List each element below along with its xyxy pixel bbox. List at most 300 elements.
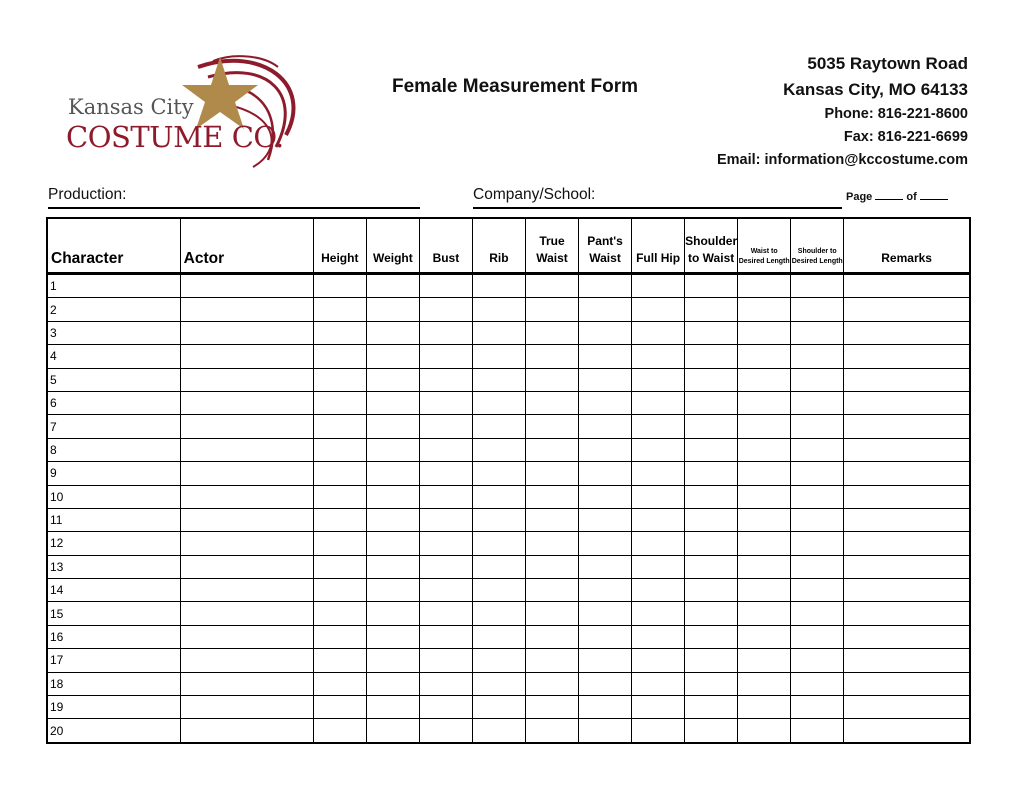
table-cell[interactable] bbox=[579, 321, 632, 344]
table-cell[interactable] bbox=[738, 391, 791, 414]
table-cell[interactable] bbox=[366, 672, 419, 695]
table-cell[interactable] bbox=[791, 274, 844, 298]
table-cell[interactable] bbox=[579, 579, 632, 602]
table-cell[interactable] bbox=[579, 696, 632, 719]
table-cell[interactable] bbox=[366, 532, 419, 555]
table-cell[interactable] bbox=[366, 696, 419, 719]
table-cell[interactable] bbox=[844, 462, 970, 485]
table-cell[interactable] bbox=[419, 719, 472, 743]
table-cell[interactable] bbox=[738, 415, 791, 438]
table-cell[interactable] bbox=[419, 508, 472, 531]
row-number[interactable]: 13 bbox=[47, 555, 180, 578]
table-cell[interactable] bbox=[313, 508, 366, 531]
table-cell[interactable] bbox=[685, 298, 738, 321]
table-cell[interactable] bbox=[472, 321, 525, 344]
column-header: Shoulder to Desired Length bbox=[791, 218, 844, 274]
table-cell[interactable] bbox=[632, 719, 685, 743]
table-cell[interactable] bbox=[180, 696, 313, 719]
table-cell[interactable] bbox=[632, 555, 685, 578]
table-row bbox=[47, 672, 970, 695]
row-number[interactable]: 8 bbox=[47, 438, 180, 461]
table-row bbox=[47, 462, 970, 485]
table-cell[interactable] bbox=[366, 438, 419, 461]
table-cell[interactable] bbox=[525, 579, 578, 602]
table-cell[interactable] bbox=[366, 649, 419, 672]
table-row bbox=[47, 415, 970, 438]
address-line1: 5035 Raytown Road bbox=[807, 54, 968, 73]
table-cell[interactable] bbox=[472, 485, 525, 508]
table-cell[interactable] bbox=[685, 696, 738, 719]
table-cell[interactable] bbox=[419, 298, 472, 321]
table-cell[interactable] bbox=[738, 625, 791, 648]
table-cell[interactable] bbox=[791, 321, 844, 344]
table-cell[interactable] bbox=[525, 438, 578, 461]
table-cell[interactable] bbox=[525, 696, 578, 719]
table-cell[interactable] bbox=[632, 391, 685, 414]
row-number[interactable]: 4 bbox=[47, 345, 180, 368]
table-cell[interactable] bbox=[525, 274, 578, 298]
table-cell[interactable] bbox=[180, 672, 313, 695]
table-cell[interactable] bbox=[313, 485, 366, 508]
table-cell[interactable] bbox=[525, 602, 578, 625]
table-cell[interactable] bbox=[738, 438, 791, 461]
table-cell[interactable] bbox=[472, 438, 525, 461]
table-cell[interactable] bbox=[844, 368, 970, 391]
table-cell[interactable] bbox=[472, 719, 525, 743]
table-cell[interactable] bbox=[472, 391, 525, 414]
table-cell[interactable] bbox=[685, 391, 738, 414]
table-cell[interactable] bbox=[525, 298, 578, 321]
production-field[interactable] bbox=[48, 186, 420, 209]
table-cell[interactable] bbox=[419, 345, 472, 368]
column-header: Height bbox=[313, 218, 366, 274]
table-row bbox=[47, 438, 970, 461]
row-number[interactable]: 20 bbox=[47, 719, 180, 743]
table-cell[interactable] bbox=[685, 625, 738, 648]
table-cell[interactable] bbox=[632, 368, 685, 391]
table-cell[interactable] bbox=[738, 298, 791, 321]
table-cell[interactable] bbox=[472, 555, 525, 578]
table-cell[interactable] bbox=[791, 345, 844, 368]
table-cell[interactable] bbox=[579, 391, 632, 414]
table-cell[interactable] bbox=[791, 649, 844, 672]
table-cell[interactable] bbox=[791, 368, 844, 391]
table-cell[interactable] bbox=[525, 345, 578, 368]
column-header: Rib bbox=[472, 218, 525, 274]
table-cell[interactable] bbox=[313, 579, 366, 602]
table-cell[interactable] bbox=[791, 438, 844, 461]
table-cell[interactable] bbox=[419, 649, 472, 672]
table-cell[interactable] bbox=[632, 672, 685, 695]
table-cell[interactable] bbox=[738, 368, 791, 391]
table-row bbox=[47, 602, 970, 625]
table-cell[interactable] bbox=[791, 485, 844, 508]
table-cell[interactable] bbox=[366, 368, 419, 391]
table-cell[interactable] bbox=[525, 508, 578, 531]
table-cell[interactable] bbox=[579, 345, 632, 368]
table-cell[interactable] bbox=[791, 532, 844, 555]
table-cell[interactable] bbox=[180, 298, 313, 321]
table-cell[interactable] bbox=[525, 649, 578, 672]
table-cell[interactable] bbox=[738, 345, 791, 368]
table-cell[interactable] bbox=[632, 298, 685, 321]
table-cell[interactable] bbox=[525, 462, 578, 485]
table-cell[interactable] bbox=[579, 508, 632, 531]
table-cell[interactable] bbox=[366, 625, 419, 648]
table-cell[interactable] bbox=[313, 274, 366, 298]
table-cell[interactable] bbox=[844, 321, 970, 344]
table-cell[interactable] bbox=[685, 602, 738, 625]
table-cell[interactable] bbox=[685, 508, 738, 531]
table-cell[interactable] bbox=[419, 462, 472, 485]
table-cell[interactable] bbox=[419, 555, 472, 578]
table-row bbox=[47, 649, 970, 672]
table-cell[interactable] bbox=[579, 415, 632, 438]
table-cell[interactable] bbox=[366, 298, 419, 321]
of-label: of bbox=[906, 191, 917, 203]
table-cell[interactable] bbox=[419, 625, 472, 648]
fax-number: Fax: 816-221-6699 bbox=[843, 129, 968, 145]
table-cell[interactable] bbox=[313, 438, 366, 461]
table-cell[interactable] bbox=[313, 719, 366, 743]
table-cell[interactable] bbox=[419, 532, 472, 555]
table-cell[interactable] bbox=[419, 274, 472, 298]
table-cell[interactable] bbox=[791, 555, 844, 578]
table-cell[interactable] bbox=[844, 274, 970, 298]
table-cell[interactable] bbox=[419, 696, 472, 719]
table-cell[interactable] bbox=[791, 696, 844, 719]
table-cell[interactable] bbox=[844, 719, 970, 743]
table-cell[interactable] bbox=[738, 532, 791, 555]
table-cell[interactable] bbox=[844, 345, 970, 368]
table-cell[interactable] bbox=[685, 462, 738, 485]
table-cell[interactable] bbox=[313, 391, 366, 414]
table-cell[interactable] bbox=[180, 274, 313, 298]
table-cell[interactable] bbox=[844, 508, 970, 531]
table-cell[interactable] bbox=[472, 696, 525, 719]
table-cell[interactable] bbox=[791, 391, 844, 414]
table-row bbox=[47, 625, 970, 648]
table-row bbox=[47, 298, 970, 321]
table-cell[interactable] bbox=[313, 368, 366, 391]
table-cell[interactable] bbox=[844, 438, 970, 461]
table-cell[interactable] bbox=[632, 415, 685, 438]
row-number[interactable]: 7 bbox=[47, 415, 180, 438]
table-cell[interactable] bbox=[472, 368, 525, 391]
column-header: Shoulder to Waist bbox=[685, 218, 738, 274]
row-number[interactable]: 10 bbox=[47, 485, 180, 508]
table-cell[interactable] bbox=[419, 321, 472, 344]
table-cell[interactable] bbox=[685, 274, 738, 298]
table-cell[interactable] bbox=[472, 649, 525, 672]
table-cell[interactable] bbox=[738, 696, 791, 719]
table-cell[interactable] bbox=[685, 345, 738, 368]
table-cell[interactable] bbox=[313, 649, 366, 672]
table-cell[interactable] bbox=[180, 345, 313, 368]
table-cell[interactable] bbox=[472, 274, 525, 298]
table-cell[interactable] bbox=[313, 345, 366, 368]
table-cell[interactable] bbox=[791, 462, 844, 485]
table-cell[interactable] bbox=[632, 532, 685, 555]
table-cell[interactable] bbox=[525, 415, 578, 438]
table-cell[interactable] bbox=[632, 579, 685, 602]
table-cell[interactable] bbox=[579, 462, 632, 485]
table-row bbox=[47, 555, 970, 578]
table-cell[interactable] bbox=[738, 672, 791, 695]
table-cell[interactable] bbox=[525, 391, 578, 414]
table-cell[interactable] bbox=[419, 438, 472, 461]
table-cell[interactable] bbox=[844, 415, 970, 438]
table-cell[interactable] bbox=[525, 555, 578, 578]
table-cell[interactable] bbox=[180, 462, 313, 485]
table-cell[interactable] bbox=[579, 298, 632, 321]
table-cell[interactable] bbox=[525, 672, 578, 695]
address-line2: Kansas City, MO 64133 bbox=[783, 80, 968, 99]
table-cell[interactable] bbox=[366, 555, 419, 578]
table-cell[interactable] bbox=[419, 485, 472, 508]
table-cell[interactable] bbox=[844, 485, 970, 508]
table-cell[interactable] bbox=[632, 274, 685, 298]
table-cell[interactable] bbox=[472, 345, 525, 368]
table-cell[interactable] bbox=[579, 532, 632, 555]
row-number[interactable]: 6 bbox=[47, 391, 180, 414]
table-cell[interactable] bbox=[579, 672, 632, 695]
table-cell[interactable] bbox=[419, 579, 472, 602]
logo-text-line1: Kansas City bbox=[68, 95, 194, 119]
table-cell[interactable] bbox=[180, 625, 313, 648]
table-cell[interactable] bbox=[180, 321, 313, 344]
column-header: Weight bbox=[366, 218, 419, 274]
table-cell[interactable] bbox=[844, 672, 970, 695]
table-cell[interactable] bbox=[180, 555, 313, 578]
table-cell[interactable] bbox=[632, 462, 685, 485]
row-number[interactable]: 5 bbox=[47, 368, 180, 391]
table-cell[interactable] bbox=[313, 298, 366, 321]
table-cell[interactable] bbox=[472, 602, 525, 625]
table-cell[interactable] bbox=[472, 508, 525, 531]
company-logo bbox=[48, 55, 318, 173]
table-cell[interactable] bbox=[738, 485, 791, 508]
table-cell[interactable] bbox=[180, 649, 313, 672]
table-cell[interactable] bbox=[791, 625, 844, 648]
table-row bbox=[47, 391, 970, 414]
table-cell[interactable] bbox=[791, 579, 844, 602]
column-header: Waist to Desired Length bbox=[738, 218, 791, 274]
table-cell[interactable] bbox=[525, 321, 578, 344]
table-cell[interactable] bbox=[844, 625, 970, 648]
table-row bbox=[47, 321, 970, 344]
table-cell[interactable] bbox=[632, 345, 685, 368]
table-cell[interactable] bbox=[180, 508, 313, 531]
table-cell[interactable] bbox=[180, 415, 313, 438]
table-cell[interactable] bbox=[685, 579, 738, 602]
table-cell[interactable] bbox=[844, 298, 970, 321]
table-cell[interactable] bbox=[738, 508, 791, 531]
table-cell[interactable] bbox=[366, 508, 419, 531]
table-row bbox=[47, 274, 970, 298]
row-number[interactable]: 15 bbox=[47, 602, 180, 625]
table-cell[interactable] bbox=[579, 438, 632, 461]
table-cell[interactable] bbox=[313, 321, 366, 344]
row-number[interactable]: 2 bbox=[47, 298, 180, 321]
table-cell[interactable] bbox=[366, 274, 419, 298]
table-cell[interactable] bbox=[685, 532, 738, 555]
table-cell[interactable] bbox=[632, 438, 685, 461]
company-school-field[interactable] bbox=[473, 186, 842, 209]
table-cell[interactable] bbox=[738, 602, 791, 625]
table-cell[interactable] bbox=[525, 719, 578, 743]
table-cell[interactable] bbox=[419, 368, 472, 391]
measurement-table bbox=[46, 217, 971, 744]
table-cell[interactable] bbox=[313, 672, 366, 695]
row-number[interactable]: 14 bbox=[47, 579, 180, 602]
table-cell[interactable] bbox=[366, 602, 419, 625]
table-cell[interactable] bbox=[313, 602, 366, 625]
column-header: Actor bbox=[180, 218, 313, 274]
table-cell[interactable] bbox=[685, 438, 738, 461]
table-cell[interactable] bbox=[419, 391, 472, 414]
table-cell[interactable] bbox=[685, 368, 738, 391]
table-cell[interactable] bbox=[579, 485, 632, 508]
row-number[interactable]: 9 bbox=[47, 462, 180, 485]
table-cell[interactable] bbox=[844, 391, 970, 414]
table-cell[interactable] bbox=[685, 555, 738, 578]
table-cell[interactable] bbox=[180, 532, 313, 555]
table-cell[interactable] bbox=[525, 625, 578, 648]
table-cell[interactable] bbox=[791, 719, 844, 743]
row-number[interactable]: 19 bbox=[47, 696, 180, 719]
table-row bbox=[47, 508, 970, 531]
table-cell[interactable] bbox=[844, 649, 970, 672]
page-label: Page bbox=[846, 191, 873, 203]
table-cell[interactable] bbox=[685, 649, 738, 672]
column-header: Character bbox=[47, 218, 180, 274]
table-cell[interactable] bbox=[472, 625, 525, 648]
table-cell[interactable] bbox=[632, 696, 685, 719]
table-cell[interactable] bbox=[366, 415, 419, 438]
row-number[interactable]: 12 bbox=[47, 532, 180, 555]
table-cell[interactable] bbox=[738, 579, 791, 602]
table-cell[interactable] bbox=[366, 719, 419, 743]
phone-number: Phone: 816-221-8600 bbox=[824, 106, 968, 122]
table-cell[interactable] bbox=[844, 602, 970, 625]
table-cell[interactable] bbox=[472, 579, 525, 602]
table-cell[interactable] bbox=[366, 391, 419, 414]
table-cell[interactable] bbox=[366, 321, 419, 344]
table-cell[interactable] bbox=[525, 532, 578, 555]
table-cell[interactable] bbox=[313, 462, 366, 485]
table-cell[interactable] bbox=[738, 555, 791, 578]
table-cell[interactable] bbox=[472, 298, 525, 321]
table-cell[interactable] bbox=[313, 625, 366, 648]
table-cell[interactable] bbox=[579, 274, 632, 298]
table-cell[interactable] bbox=[180, 579, 313, 602]
row-number[interactable]: 11 bbox=[47, 508, 180, 531]
table-cell[interactable] bbox=[791, 602, 844, 625]
table-cell[interactable] bbox=[313, 532, 366, 555]
table-cell[interactable] bbox=[472, 532, 525, 555]
table-cell[interactable] bbox=[632, 602, 685, 625]
table-cell[interactable] bbox=[685, 672, 738, 695]
table-cell[interactable] bbox=[738, 649, 791, 672]
table-cell[interactable] bbox=[366, 579, 419, 602]
table-cell[interactable] bbox=[419, 602, 472, 625]
table-cell[interactable] bbox=[180, 438, 313, 461]
table-cell[interactable] bbox=[632, 649, 685, 672]
table-cell[interactable] bbox=[685, 415, 738, 438]
table-cell[interactable] bbox=[366, 345, 419, 368]
table-cell[interactable] bbox=[738, 274, 791, 298]
table-cell[interactable] bbox=[525, 368, 578, 391]
row-number[interactable]: 3 bbox=[47, 321, 180, 344]
table-cell[interactable] bbox=[180, 602, 313, 625]
table-cell[interactable] bbox=[180, 719, 313, 743]
table-cell[interactable] bbox=[313, 696, 366, 719]
table-cell[interactable] bbox=[313, 555, 366, 578]
table-cell[interactable] bbox=[472, 415, 525, 438]
column-header: Pant's Waist bbox=[579, 218, 632, 274]
table-cell[interactable] bbox=[579, 555, 632, 578]
table-cell[interactable] bbox=[738, 462, 791, 485]
table-body bbox=[47, 274, 970, 743]
table-cell[interactable] bbox=[685, 321, 738, 344]
table-cell[interactable] bbox=[180, 368, 313, 391]
table-row bbox=[47, 532, 970, 555]
table-cell[interactable] bbox=[632, 485, 685, 508]
table-cell[interactable] bbox=[738, 719, 791, 743]
table-cell[interactable] bbox=[180, 391, 313, 414]
table-cell[interactable] bbox=[366, 485, 419, 508]
row-number[interactable]: 1 bbox=[47, 274, 180, 298]
table-cell[interactable] bbox=[791, 298, 844, 321]
table-cell[interactable] bbox=[313, 415, 366, 438]
column-header: Full Hip bbox=[632, 218, 685, 274]
table-cell[interactable] bbox=[738, 321, 791, 344]
table-cell[interactable] bbox=[844, 696, 970, 719]
table-cell[interactable] bbox=[579, 649, 632, 672]
table-cell[interactable] bbox=[685, 485, 738, 508]
table-cell[interactable] bbox=[685, 719, 738, 743]
page-total-blank[interactable] bbox=[920, 199, 948, 200]
table-header-row bbox=[47, 218, 970, 274]
page-number-blank[interactable] bbox=[875, 199, 903, 200]
row-number[interactable]: 16 bbox=[47, 625, 180, 648]
table-cell[interactable] bbox=[632, 508, 685, 531]
row-number[interactable]: 17 bbox=[47, 649, 180, 672]
table-cell[interactable] bbox=[472, 462, 525, 485]
table-cell[interactable] bbox=[791, 415, 844, 438]
table-cell[interactable] bbox=[791, 672, 844, 695]
row-number[interactable]: 18 bbox=[47, 672, 180, 695]
table-cell[interactable] bbox=[180, 485, 313, 508]
table-cell[interactable] bbox=[632, 321, 685, 344]
table-cell[interactable] bbox=[579, 602, 632, 625]
table-cell[interactable] bbox=[579, 719, 632, 743]
table-cell[interactable] bbox=[844, 579, 970, 602]
table-row bbox=[47, 719, 970, 743]
table-cell[interactable] bbox=[525, 485, 578, 508]
table-cell[interactable] bbox=[366, 462, 419, 485]
table-cell[interactable] bbox=[844, 532, 970, 555]
table-cell[interactable] bbox=[579, 368, 632, 391]
table-cell[interactable] bbox=[419, 415, 472, 438]
table-cell[interactable] bbox=[472, 672, 525, 695]
table-cell[interactable] bbox=[844, 555, 970, 578]
table-cell[interactable] bbox=[632, 625, 685, 648]
table-cell[interactable] bbox=[791, 508, 844, 531]
table-cell[interactable] bbox=[419, 672, 472, 695]
table-cell[interactable] bbox=[579, 625, 632, 648]
